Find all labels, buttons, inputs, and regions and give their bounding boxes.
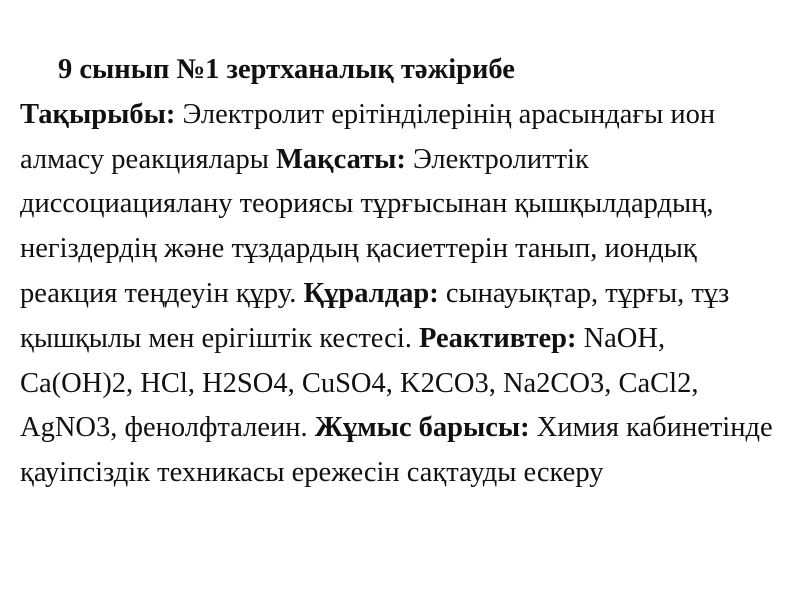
- goal-label: Мақсаты:: [276, 143, 406, 175]
- goal-text: Электролиттік диссоциациялану теориясы тұрғысынан қышқылдардың, негіздердің және тұздардың қасиеттерін танып, иондық реакция теңдеуін құру.: [20, 143, 714, 309]
- slide-content: [20, 48, 780, 496]
- slide-body: [20, 93, 780, 496]
- topic-text: Электролит ерітінділерінің арасындағы ион алмасу реакциялары: [20, 98, 716, 175]
- slide-title: 9 сынып №1 зертханалық тәжірибе: [58, 54, 515, 85]
- procedure-label: Жұмыс барысы:: [314, 412, 530, 444]
- equipment-label: Құралдар:: [303, 277, 439, 309]
- procedure-text: Химия кабинетінде қауіпсіздік техникасы ережесін сақтауды ескеру: [20, 412, 773, 489]
- reagents-label: Реактивтер:: [419, 322, 577, 354]
- equipment-text: сынауықтар, тұрғы, тұз қышқылы мен ерігіштік кестесі.: [20, 277, 730, 354]
- reagents-text: NaOH, Ca(OH)2, HCl, H2SO4, CuSO4, K2CO3, Na2CO3, CaCl2, AgNO3, фенолфталеин.: [20, 322, 699, 444]
- topic-label: Тақырыбы:: [20, 98, 176, 130]
